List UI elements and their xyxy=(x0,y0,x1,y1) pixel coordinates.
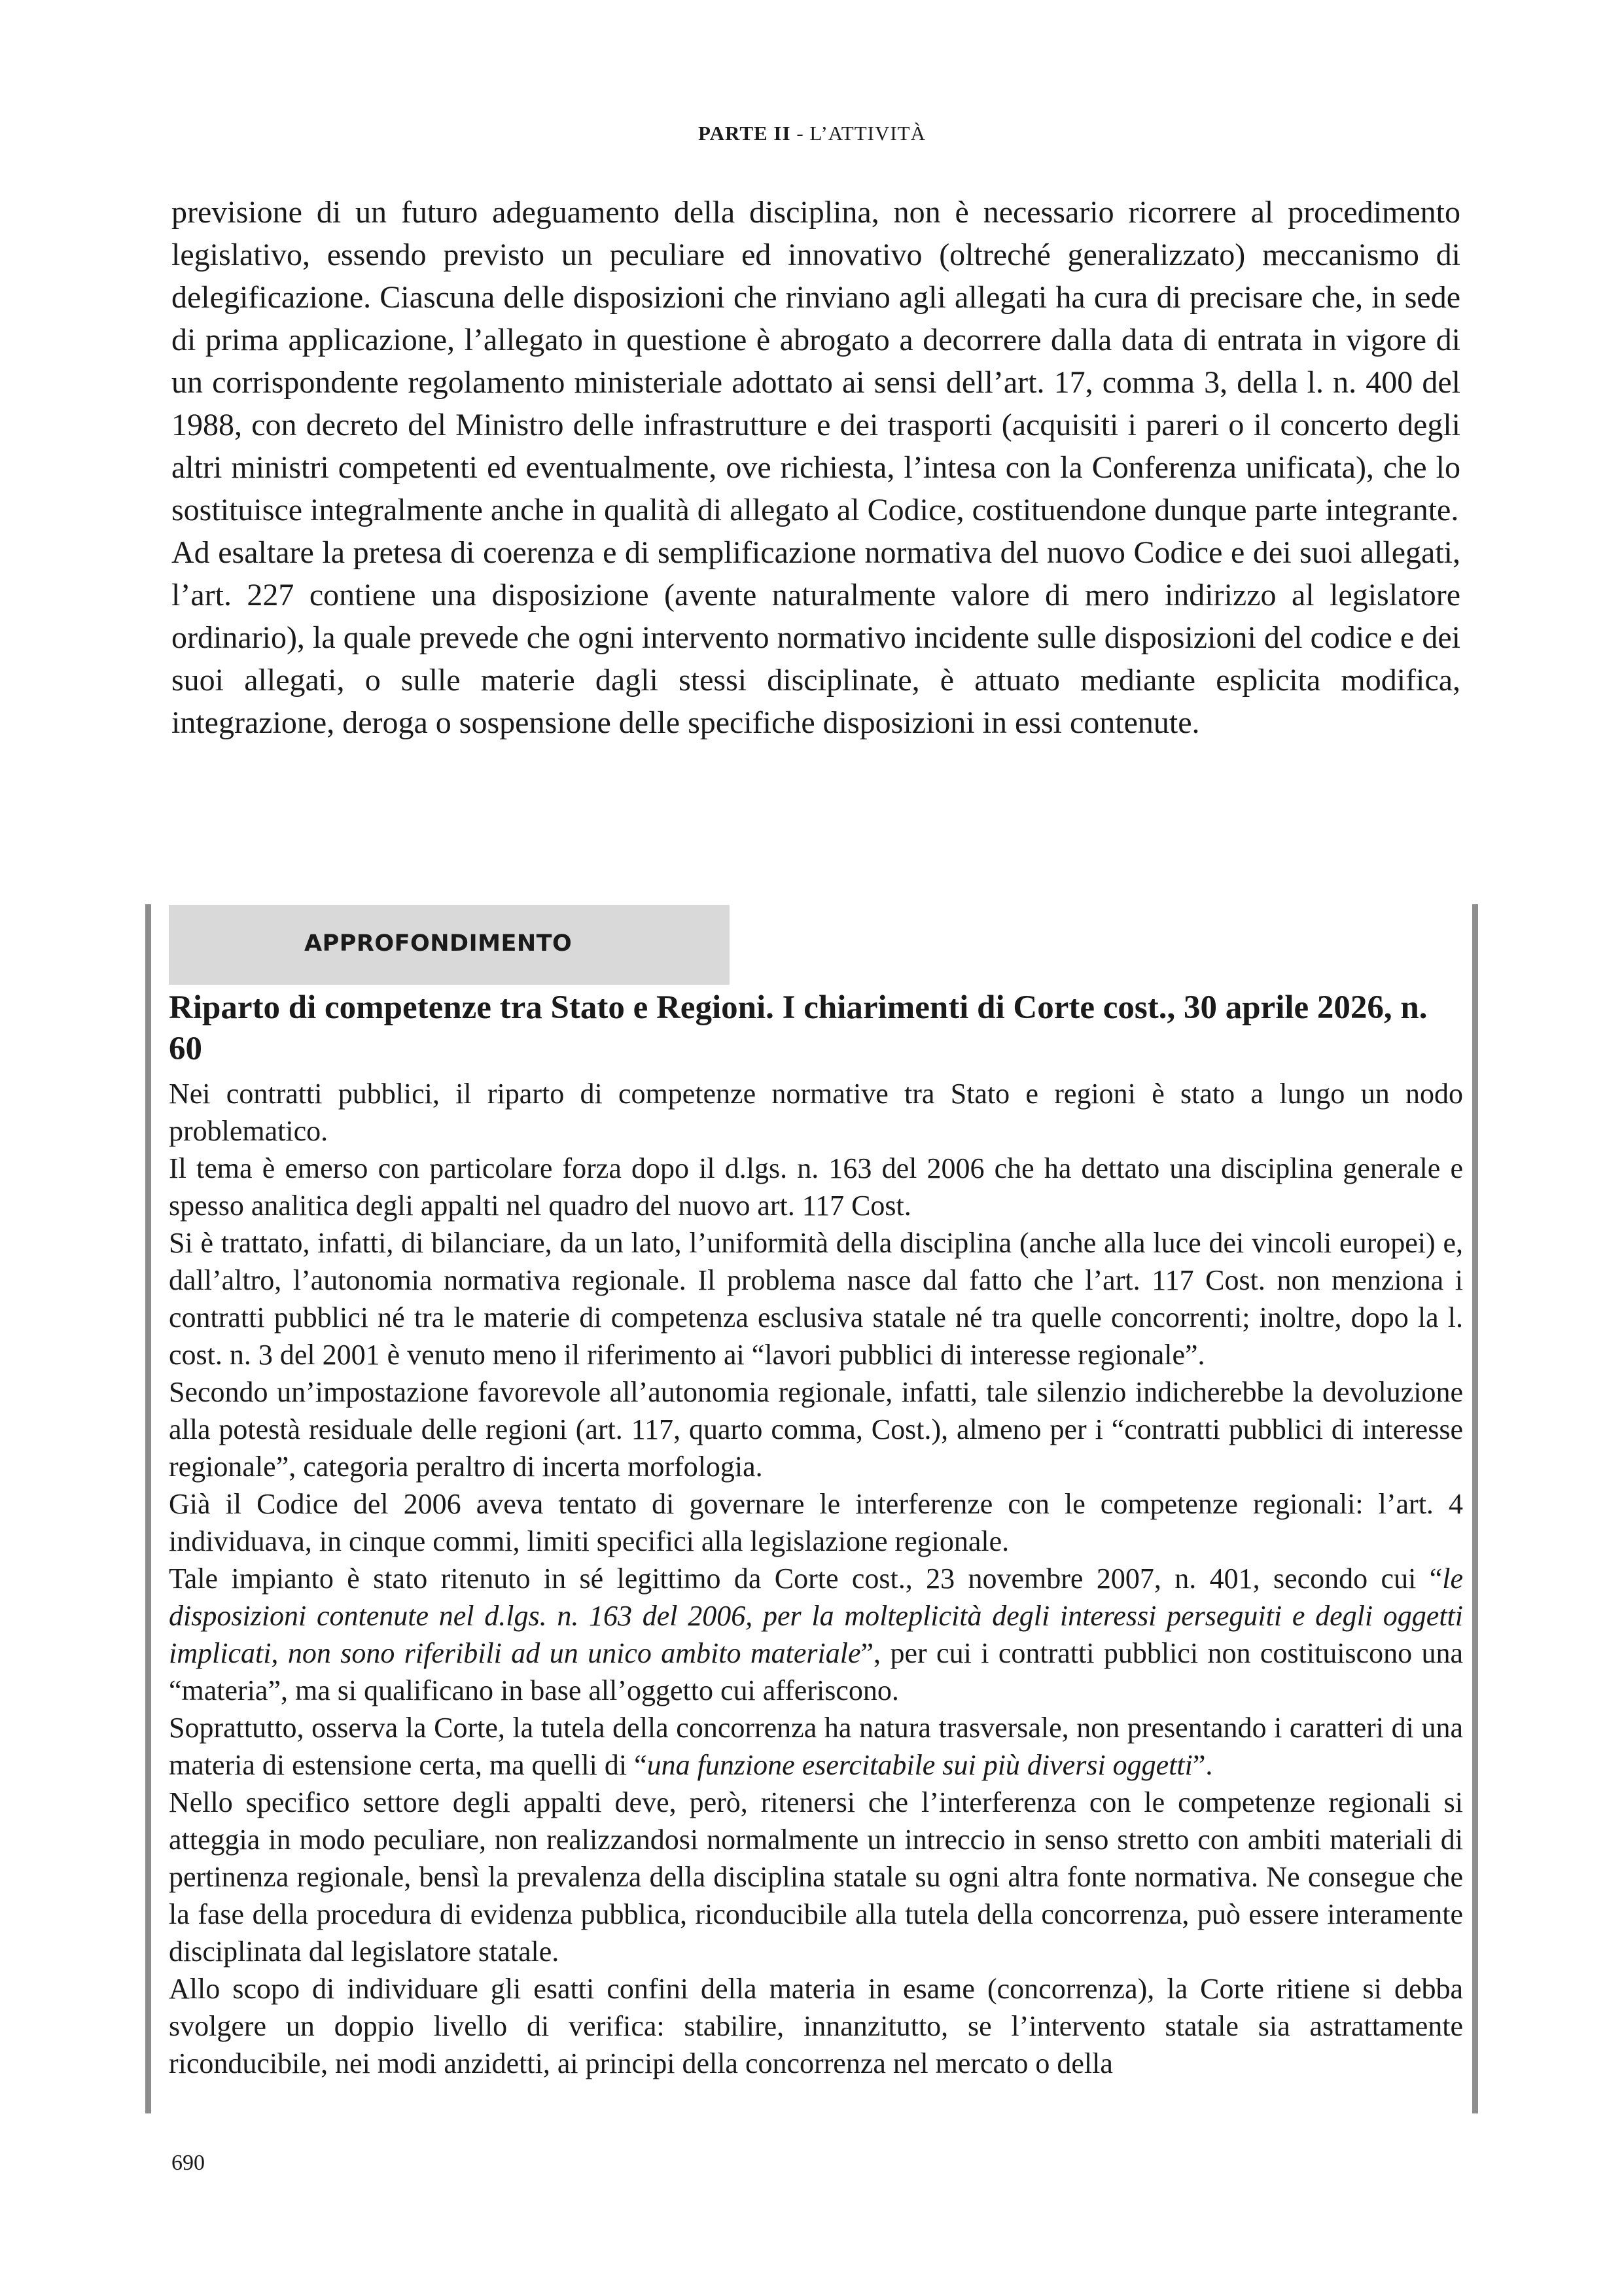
box-paragraph: Secondo un’impostazione favorevole all’autonomia regionale, infatti, tale silenzio indicherebbe la devoluzione alla potestà residuale delle regioni (art. 117, quarto comma, Cost.), almeno per i “contratti pubblici di interesse regionale”, categoria peraltro di incerta morfologia. xyxy=(169,1376,1463,1483)
text-run: ”, per cui i contratti pubblici non costituiscono una “materia”, ma si qualificano in base all’oggetto cui afferiscono. xyxy=(169,1637,1463,1706)
insight-box-label xyxy=(169,905,730,985)
box-paragraph: Già il Codice del 2006 aveva tentato di governare le interferenze con le competenze regionali: l’art. 4 individuava, in cinque commi, limiti specifici alla legislazione regionale. xyxy=(169,1488,1463,1557)
page-number: 690 xyxy=(171,2151,205,2175)
header-section: L’ATTIVITÀ xyxy=(809,122,926,145)
text-run: Tale impianto è stato ritenuto in sé legittimo da Corte cost., 23 novembre 2007, n. 401, secondo cui “ xyxy=(169,1563,1443,1595)
header-separator: - xyxy=(790,122,810,145)
box-paragraph: Allo scopo di individuare gli esatti confini della materia in esame (concorrenza), la Corte ritiene si debba svolgere un doppio livello di verifica: stabilire, innanzitutto, se l’intervento statale sia astrattamente riconducibile, nei modi anzidetti, ai principi della concorrenza nel mercato o della xyxy=(169,1973,1463,2079)
insight-box-title: Riparto di competenze tra Stato e Regioni. I chiarimenti di Corte cost., 30 aprile 2026, n. 60 xyxy=(169,989,1428,1067)
text-run: ”. xyxy=(1192,1749,1213,1781)
box-paragraph: Nello specifico settore degli appalti deve, però, ritenersi che l’interferenza con le competenze regionali si atteggia in modo peculiare, non realizzandosi normalmente un intreccio in senso stretto con ambiti materiali di pertinenza regionale, bensì la prevalenza della disciplina statale su ogni altra fonte normativa. Ne consegue che la fase della procedura di evidenza pubblica, riconducibile alla tutela della concorrenza, può essere interamente disciplinata dal legislatore statale. xyxy=(169,1786,1463,1968)
quoted-text: le disposizioni contenute nel d.lgs. n. 163 del 2006, per la molteplicità degli interessi perseguiti e degli oggetti implicati, non sono riferibili ad un unico ambito materiale xyxy=(169,1563,1463,1669)
box-paragraph: Il tema è emerso con particolare forza dopo il d.lgs. n. 163 del 2006 che ha dettato una disciplina generale e spesso analitica degli appalti nel quadro del nuovo art. 117 Cost. xyxy=(169,1152,1463,1222)
insight-box-label-text: APPROFONDIMENTO xyxy=(304,930,573,957)
box-right-border xyxy=(1472,904,1478,2113)
box-paragraph xyxy=(169,1560,1463,1709)
text-run: Soprattutto, osserva la Corte, la tutela della concorrenza ha natura trasversale, non presentando i caratteri di una materia di estensione certa, ma quelli di “ xyxy=(169,1712,1463,1781)
box-paragraph: Nei contratti pubblici, il riparto di competenze normative tra Stato e regioni è stato a lungo un nodo problematico. xyxy=(169,1078,1463,1147)
box-paragraph xyxy=(169,1709,1463,1784)
body-paragraph: previsione di un futuro adeguamento della disciplina, non è necessario ricorrere al procedimento legislativo, essendo previsto un peculiare ed innovativo (oltreché generalizzato) meccanismo di delegificazione. Ciascuna delle disposizioni che rinviano agli allegati ha cura di precisare che, in sede di prima applicazione, l’allegato in questione è abrogato a decorrere dalla data di entrata in vigore di un corrispondente regolamento ministeriale adottato ai sensi dell’art. 17, comma 3, della l. n. 400 del 1988, con decreto del Ministro delle infrastrutture e dei trasporti (acquisiti i pareri o il concerto degli altri ministri competenti ed eventualmente, ove richiesta, l’intesa con la Conferenza unificata), che lo sostituisce integralmente anche in qualità di allegato al Codice, costituendone dunque parte integrante. xyxy=(171,195,1460,527)
header-part: PARTE II xyxy=(698,122,791,145)
body-paragraph: Ad esaltare la pretesa di coerenza e di semplificazione normativa del nuovo Codice e dei suoi allegati, l’art. 227 contiene una disposizione (avente naturalmente valore di mero indirizzo al legislatore ordinario), la quale prevede che ogni intervento normativo incidente sulle disposizioni del codice e dei suoi allegati, o sulle materie dagli stessi disciplinate, è attuato mediante esplicita modifica, integrazione, deroga o sospensione delle specifiche disposizioni in essi contenute. xyxy=(171,535,1460,740)
running-header xyxy=(0,122,1624,145)
box-left-border xyxy=(145,904,151,2113)
main-body-text xyxy=(171,191,1460,744)
quoted-text: una funzione esercitabile sui più diversi oggetti xyxy=(646,1749,1193,1781)
box-paragraph: Si è trattato, infatti, di bilanciare, da un lato, l’uniformità della disciplina (anche alla luce dei vincoli europei) e, dall’altro, l’autonomia normativa regionale. Il problema nasce dal fatto che l’art. 117 Cost. non menziona i contratti pubblici né tra le materie di competenza esclusiva statale né tra quelle concorrenti; inoltre, dopo la l. cost. n. 3 del 2001 è venuto meno il riferimento ai “lavori pubblici di interesse regionale”. xyxy=(169,1227,1463,1371)
insight-box-content xyxy=(169,987,1463,2082)
